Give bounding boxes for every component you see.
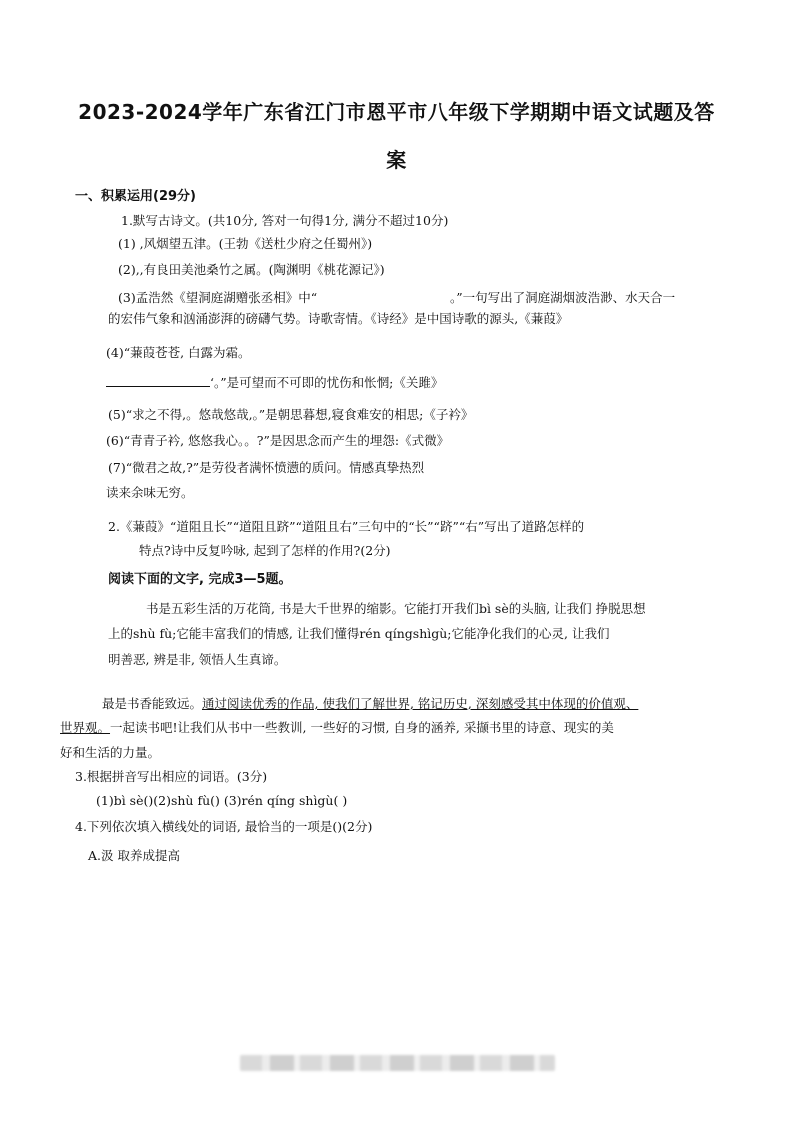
question-2-line-1: 2.《蒹葭》“道阻且长”“道阻且跻”“道阻且右”三句中的“长”“跻”“右”写出了道路怎样的 [108,519,585,534]
question-1-item-5: (5)“求之不得,。悠哉悠哉,。”是朝思暮想,寝食难安的相思;《子衿》 [108,407,474,422]
question-4-prompt: 4.下列依次填入横线处的词语, 最恰当的一项是()(2分) [75,819,373,834]
reading-paragraph-1-line-3: 明善恶, 辨是非, 领悟人生真谛。 [108,652,287,667]
question-1-item-4-start: (4)“蒹葭苍苍, 白露为霜。 [106,345,251,360]
blurred-footer-watermark [240,1055,555,1071]
question-3-prompt: 3.根据拼音写出相应的词语。(3分) [75,769,268,784]
reading-paragraph-2-line-1 [102,695,638,713]
question-4-option-a: A.汲 取养成提高 [88,848,180,863]
answer-blank [106,374,210,387]
reading-paragraph-2-continued: 一起读书吧!让我们从书中一些教训, 一些好的习惯, 自身的涵养, 采撷书里的诗意、现实的美 [110,720,614,735]
underlined-sentence-end: 世界观。 [60,720,111,735]
question-1-item-2: (2),,有良田美池桑竹之属。(陶渊明《桃花源记》) [118,262,385,277]
reading-heading: 阅读下面的文字, 完成3—5题。 [108,572,292,587]
question-1-item-7-continued: 读来余味无穷。 [106,485,194,500]
section-heading: 一、积累运用(29分) [75,189,196,204]
underlined-sentence: 通过阅读优秀的作品, 使我们了解世界, 铭记历史, 深刻感受其中体现的价值观、 [202,696,639,711]
reading-paragraph-1-line-2: 上的shù fù;它能丰富我们的情感, 让我们懂得rén qíngshìgù;它能净化我们的心灵, 让我们 [108,626,610,641]
question-3-answers: (1)bì sè()(2)shù fù() (3)rén qíng shìgù( ) [96,793,348,808]
document-title-line-2: 案 [386,148,407,172]
question-1-item-3-continued: 的宏伟气象和汹涌澎湃的磅礴气势。诗歌寄情。《诗经》是中国诗歌的源头,《蒹葭》 [108,311,569,326]
question-1-prompt: 1.默写古诗文。(共10分, 答对一句得1分, 满分不超过10分) [121,213,449,228]
reading-paragraph-1-line-1: 书是五彩生活的万花筒, 书是大千世界的缩影。它能打开我们bì sè的头脑, 让我们 挣脱思想 [146,601,646,616]
question-1-item-3-start: (3)孟浩然《望洞庭湖赠张丞相》中“ [118,290,318,305]
question-1-item-3-end: 。”一句写出了洞庭湖烟波浩渺、水天合一 [450,290,676,305]
question-1-item-1: (1) ,风烟望五津。(王勃《送杜少府之任蜀州》) [118,236,373,251]
document-title-line-1: 2023-2024学年广东省江门市恩平市八年级下学期期中语文试题及答 [78,100,715,124]
question-1-item-6: (6)“青青子衿, 悠悠我心。。?”是因思念而产生的埋怨:《式微》 [106,433,450,448]
reading-paragraph-2-line-3: 好和生活的力量。 [60,745,161,760]
reading-paragraph-2-line-2 [60,719,614,737]
question-1-item-7: (7)“微君之故,?”是劳役者满怀愤懑的质问。情感真挚热烈 [108,460,425,475]
question-1-item-4-line [106,374,443,392]
reading-paragraph-2-start: 最是书香能致远。 [102,696,203,711]
question-2-line-2: 特点?诗中反复吟咏, 起到了怎样的作用?(2分) [139,543,391,558]
question-1-item-4-end: ‘。”是可望而不可即的忧伤和怅惘;《关雎》 [210,375,444,390]
